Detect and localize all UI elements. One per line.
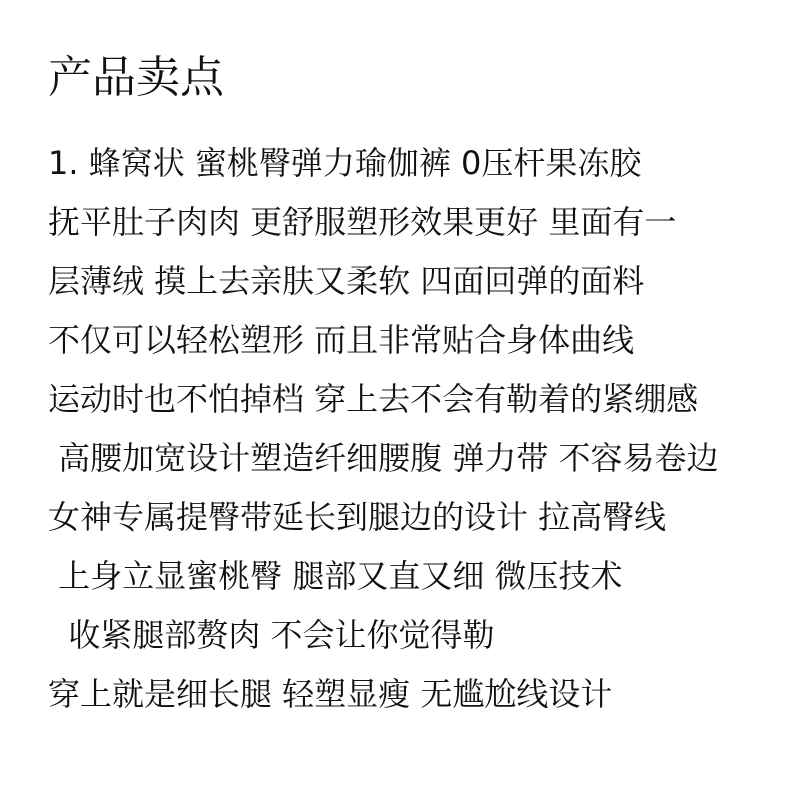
text-line: 上身立显蜜桃臀 腿部又直又细 微压技术 [48,557,623,595]
selling-points-text [48,134,788,724]
page-title: 产品卖点 [48,52,224,103]
text-line: 运动时也不怕掉档 穿上去不会有勒着的紧绷感 [48,380,699,418]
text-line: 抚平肚子肉肉 更舒服塑形效果更好 里面有一 [48,203,677,241]
text-line: 层薄绒 摸上去亲肤又柔软 四面回弹的面料 [48,262,645,300]
text-line: 1. 蜂窝状 蜜桃臀弹力瑜伽裤 0压杆果冻胶 [48,144,642,182]
text-line: 不仅可以轻松塑形 而且非常贴合身体曲线 [48,321,635,359]
text-line: 女神专属提臀带延长到腿边的设计 拉高臀线 [48,498,667,536]
text-line: 高腰加宽设计塑造纤细腰腹 弹力带 不容易卷边 [48,439,719,477]
text-line: 收紧腿部赘肉 不会让你觉得勒 [48,616,495,654]
text-line: 穿上就是细长腿 轻塑显瘦 无尴尬线设计 [48,675,613,713]
